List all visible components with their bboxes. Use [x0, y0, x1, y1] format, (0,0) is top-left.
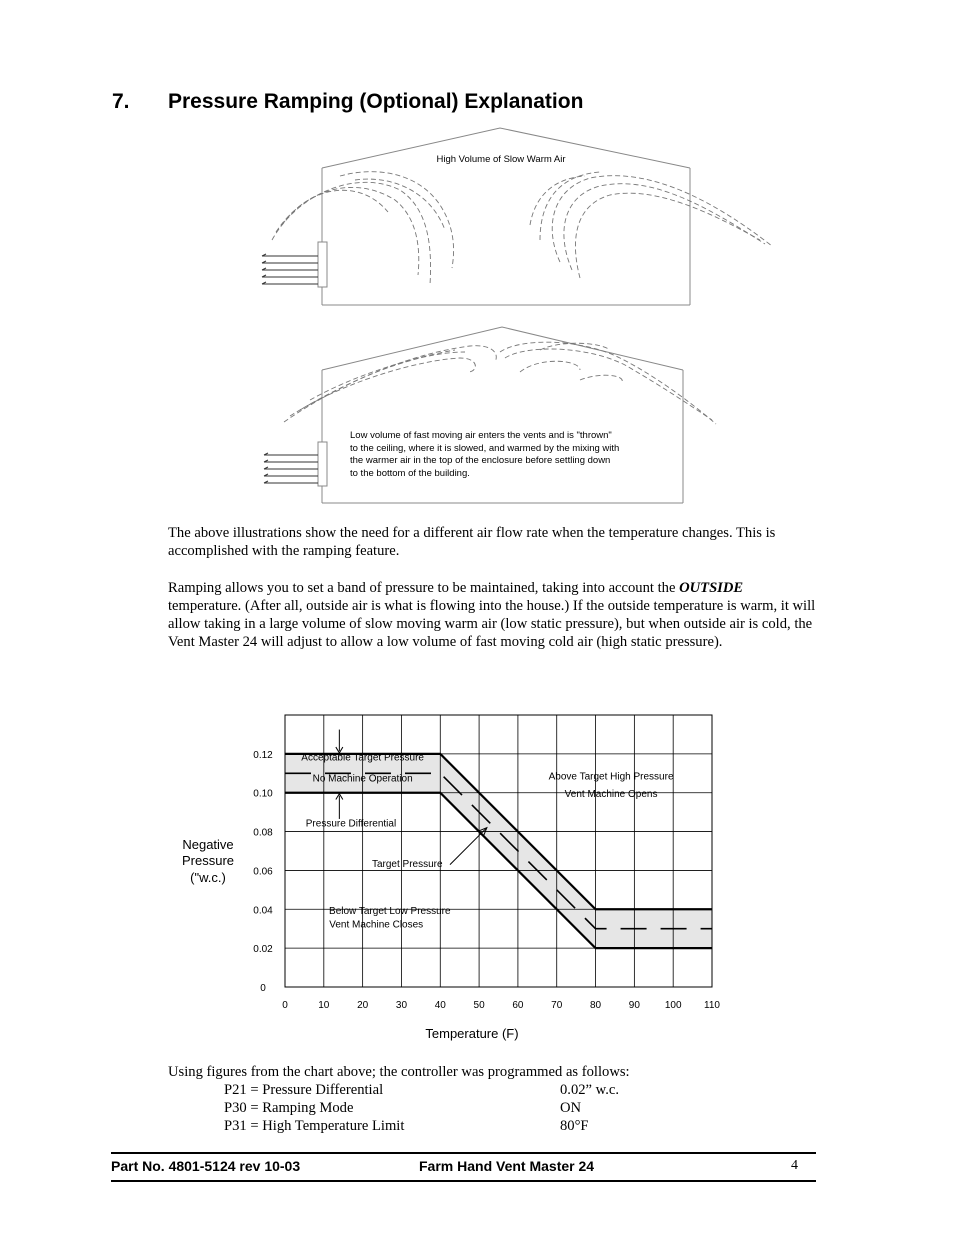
- settings-row: [224, 1117, 619, 1135]
- y-tick-label: 0.04: [253, 905, 273, 917]
- settings-list: [224, 1081, 619, 1135]
- annotation-label: Vent Machine Closes: [329, 919, 424, 931]
- paragraph-ramping-after: temperature. (After all, outside air is what is flowing into the house.) If the outside temperature is warm, it will allow taking in a large volume of slow moving warm air (low static pressure), but when outside air is cold, the Vent Master 24 will adjust to allow a low volume of fast moving cold air (high static pressure).: [168, 598, 816, 650]
- annotation-label: No Machine Operation: [312, 773, 413, 785]
- paragraph-illustration-explanation: The above illustrations show the need for a different air flow rate when the temperature changes. This is accomplished with the ramping feature.: [168, 525, 776, 559]
- paragraph-ramping-before: Ramping allows you to set a band of pressure to be maintained, taking into account the: [168, 580, 680, 596]
- top-inlet-arrows: [262, 254, 318, 284]
- x-tick-label: 110: [704, 1000, 720, 1011]
- bottom-caption-line: to the bottom of the building.: [350, 468, 470, 479]
- settings-row: [224, 1099, 619, 1117]
- bottom-caption-line: to the ceiling, where it is slowed, and warmed by the mixing with: [350, 443, 620, 454]
- setting-param: P31 = High Temperature Limit: [224, 1118, 405, 1134]
- annotation-label: Pressure Differential: [305, 818, 397, 830]
- annotation-label: Below Target Low Pressure: [329, 905, 451, 917]
- x-tick-label: 60: [512, 1000, 524, 1011]
- x-tick-label: 70: [551, 1000, 563, 1011]
- top-illustration-caption: High Volume of Slow Warm Air: [436, 154, 566, 165]
- ylabel-line: Negative: [182, 837, 234, 852]
- paragraph-ramping: [168, 579, 816, 651]
- setting-value: ON: [560, 1100, 582, 1116]
- setting-param: P21 = Pressure Differential: [224, 1082, 384, 1098]
- x-tick-label: 80: [589, 1000, 602, 1011]
- x-tick-label: 100: [664, 1000, 682, 1011]
- x-tick-label: 40: [434, 1000, 446, 1011]
- x-tick-label: 10: [318, 1000, 330, 1011]
- bottom-caption-line: the warmer air in the top of the enclosure before settling down: [350, 455, 611, 466]
- y-tick-label: 0: [260, 983, 266, 994]
- pressure-ramping-chart: [0, 700, 954, 1050]
- x-tick-label: 20: [357, 1000, 369, 1011]
- page-footer: [111, 1152, 816, 1182]
- setting-value: 0.02” w.c.: [560, 1082, 620, 1098]
- section-number: 7.: [112, 90, 130, 113]
- ylabel-line: ("w.c.): [190, 870, 226, 885]
- x-tick-label: 90: [628, 1000, 640, 1011]
- bottom-inlet-arrows: [264, 453, 318, 483]
- setting-param: P30 = Ramping Mode: [224, 1100, 354, 1116]
- xlabel: Temperature (F): [425, 1026, 519, 1041]
- target-pressure-pointer: [450, 828, 487, 865]
- bottom-airflow-lines: [284, 342, 716, 424]
- y-tick-label: 0.06: [253, 866, 273, 878]
- settings-row: [224, 1081, 619, 1099]
- bottom-caption-line: Low volume of fast moving air enters the vents and is "thrown": [350, 430, 612, 441]
- y-tick-label: 0.12: [253, 749, 273, 761]
- top-airflow-lines: [272, 172, 772, 285]
- footer-part-number: Part No. 4801-5124 rev 10-03: [111, 1158, 301, 1174]
- footer-page-number: 4: [791, 1158, 798, 1173]
- paragraph-ramping-emphasis: OUTSIDE: [679, 580, 744, 596]
- ylabel-line: Pressure: [181, 853, 235, 868]
- x-tick-label: 50: [473, 1000, 485, 1011]
- program-intro: Using figures from the chart above; the controller was programmed as follows:: [168, 1064, 630, 1080]
- section-title: Pressure Ramping (Optional) Explanation: [168, 90, 584, 113]
- ylabel: [182, 837, 234, 885]
- footer-product-name: Farm Hand Vent Master 24: [419, 1158, 595, 1174]
- annotation-label: Acceptable Target Pressure: [301, 752, 424, 764]
- x-tick-label: 30: [395, 1000, 408, 1011]
- setting-value: 80°F: [560, 1118, 589, 1134]
- x-tick-label: 0: [282, 1000, 288, 1011]
- bottom-illustration-caption: [350, 430, 619, 479]
- y-tick-label: 0.10: [253, 788, 273, 800]
- y-tick-label: 0.08: [253, 827, 273, 839]
- annotation-label: Target Pressure: [371, 859, 443, 871]
- annotation-label: Vent Machine Opens: [564, 789, 658, 801]
- airflow-illustrations: [0, 0, 954, 520]
- annotation-label: Above Target High Pressure: [548, 771, 674, 783]
- y-tick-label: 0.02: [253, 944, 273, 956]
